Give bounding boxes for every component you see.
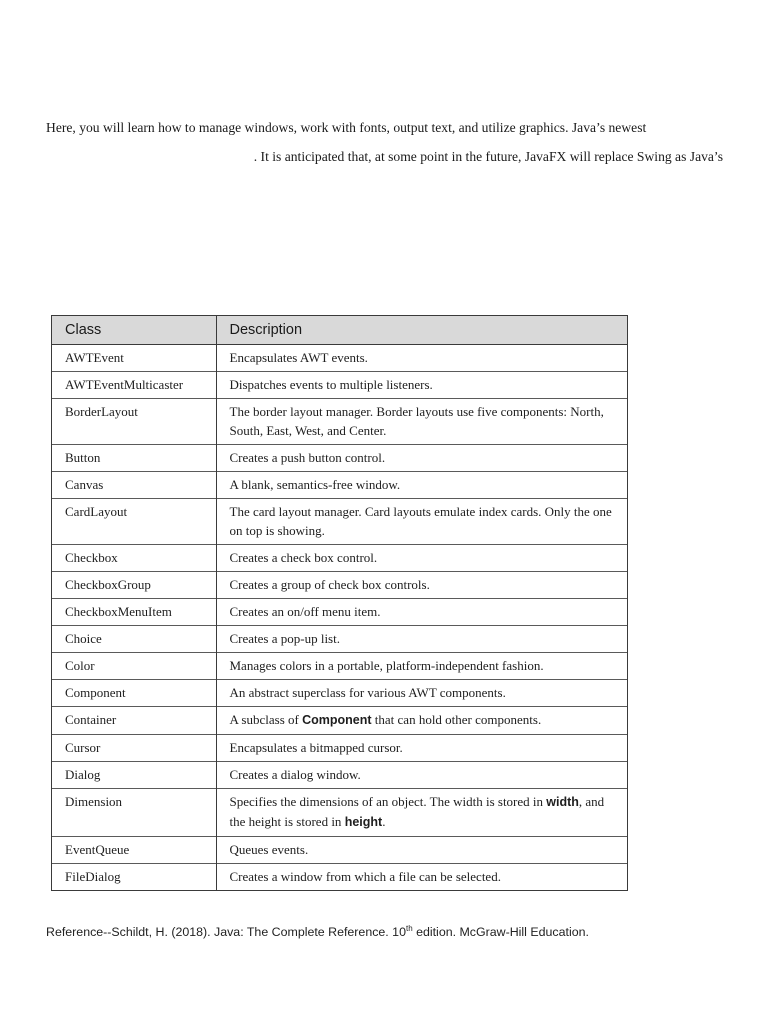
description-cell: Encapsulates a bitmapped cursor. (216, 735, 627, 762)
description-cell: Creates a pop-up list. (216, 626, 627, 653)
table-row (52, 653, 627, 680)
class-cell: AWTEventMulticaster (52, 372, 216, 399)
description-cell: The card layout manager. Card layouts emulate index cards. Only the one on top is showing. (216, 499, 627, 545)
table-row (52, 599, 627, 626)
intro-line-2: . It is anticipated that, at some point in the future, JavaFX will replace Swing as Java’s (253, 149, 723, 164)
class-cell: Cursor (52, 735, 216, 762)
table-row (52, 735, 627, 762)
class-cell: Color (52, 653, 216, 680)
table-row (52, 345, 627, 372)
class-cell: Component (52, 680, 216, 707)
table-row (52, 372, 627, 399)
class-cell: CheckboxMenuItem (52, 599, 216, 626)
intro-line-1: Here, you will learn how to manage windows, work with fonts, output text, and utilize graphics. Java’s newest (46, 120, 647, 135)
reference-text: Reference--Schildt, H. (2018). Java: The Complete Reference. 10 (46, 925, 406, 939)
awt-classes-table (51, 315, 628, 891)
desc-text: that can hold other components. (371, 712, 542, 727)
table-row (52, 864, 627, 891)
class-cell: BorderLayout (52, 399, 216, 445)
description-cell: Creates a window from which a file can be selected. (216, 864, 627, 891)
description-cell: The border layout manager. Border layouts use five components: North, South, East, West, and Center. (216, 399, 627, 445)
table-row (52, 707, 627, 735)
table-header-row (52, 316, 627, 345)
reference-superscript: th (405, 923, 413, 933)
description-cell (216, 707, 627, 735)
class-cell: Canvas (52, 472, 216, 499)
header-class: Class (52, 316, 216, 345)
description-cell: Dispatches events to multiple listeners. (216, 372, 627, 399)
class-cell: Choice (52, 626, 216, 653)
table-row (52, 762, 627, 789)
table-row (52, 545, 627, 572)
table-row (52, 680, 627, 707)
table-row (52, 789, 627, 837)
description-cell: An abstract superclass for various AWT components. (216, 680, 627, 707)
table-row (52, 472, 627, 499)
table-row (52, 499, 627, 545)
class-cell: Checkbox (52, 545, 216, 572)
description-cell: Encapsulates AWT events. (216, 345, 627, 372)
class-cell: CheckboxGroup (52, 572, 216, 599)
header-description: Description (216, 316, 627, 345)
description-cell: Creates a check box control. (216, 545, 627, 572)
description-cell: Queues events. (216, 837, 627, 864)
desc-text: , and the height is stored in (229, 794, 605, 829)
description-cell: Creates an on/off menu item. (216, 599, 627, 626)
description-cell: A blank, semantics-free window. (216, 472, 627, 499)
description-cell: Manages colors in a portable, platform-independent fashion. (216, 653, 627, 680)
class-cell: CardLayout (52, 499, 216, 545)
reference-text-end: edition. McGraw-Hill Education. (412, 925, 589, 939)
description-cell: Creates a group of check box controls. (216, 572, 627, 599)
class-cell: Container (52, 707, 216, 735)
table-row (52, 626, 627, 653)
desc-text: Specifies the dimensions of an object. The width is stored in (229, 794, 547, 809)
class-cell: FileDialog (52, 864, 216, 891)
class-cell: AWTEvent (65, 350, 124, 365)
class-cell: Button (52, 445, 216, 472)
description-cell: Creates a push button control. (216, 445, 627, 472)
desc-code-term: Component (302, 713, 372, 727)
desc-code-term: height (344, 815, 383, 829)
desc-text: . (382, 814, 386, 829)
desc-code-term: width (546, 795, 579, 809)
class-cell: Dialog (52, 762, 216, 789)
reference-citation (46, 925, 589, 939)
table-row (52, 399, 627, 445)
table-row (52, 445, 627, 472)
table-row (52, 572, 627, 599)
description-cell: Creates a dialog window. (216, 762, 627, 789)
class-cell: Dimension (52, 789, 216, 837)
table-row (52, 837, 627, 864)
class-cell: EventQueue (52, 837, 216, 864)
desc-text: A subclass of (229, 712, 303, 727)
description-cell (216, 789, 627, 837)
